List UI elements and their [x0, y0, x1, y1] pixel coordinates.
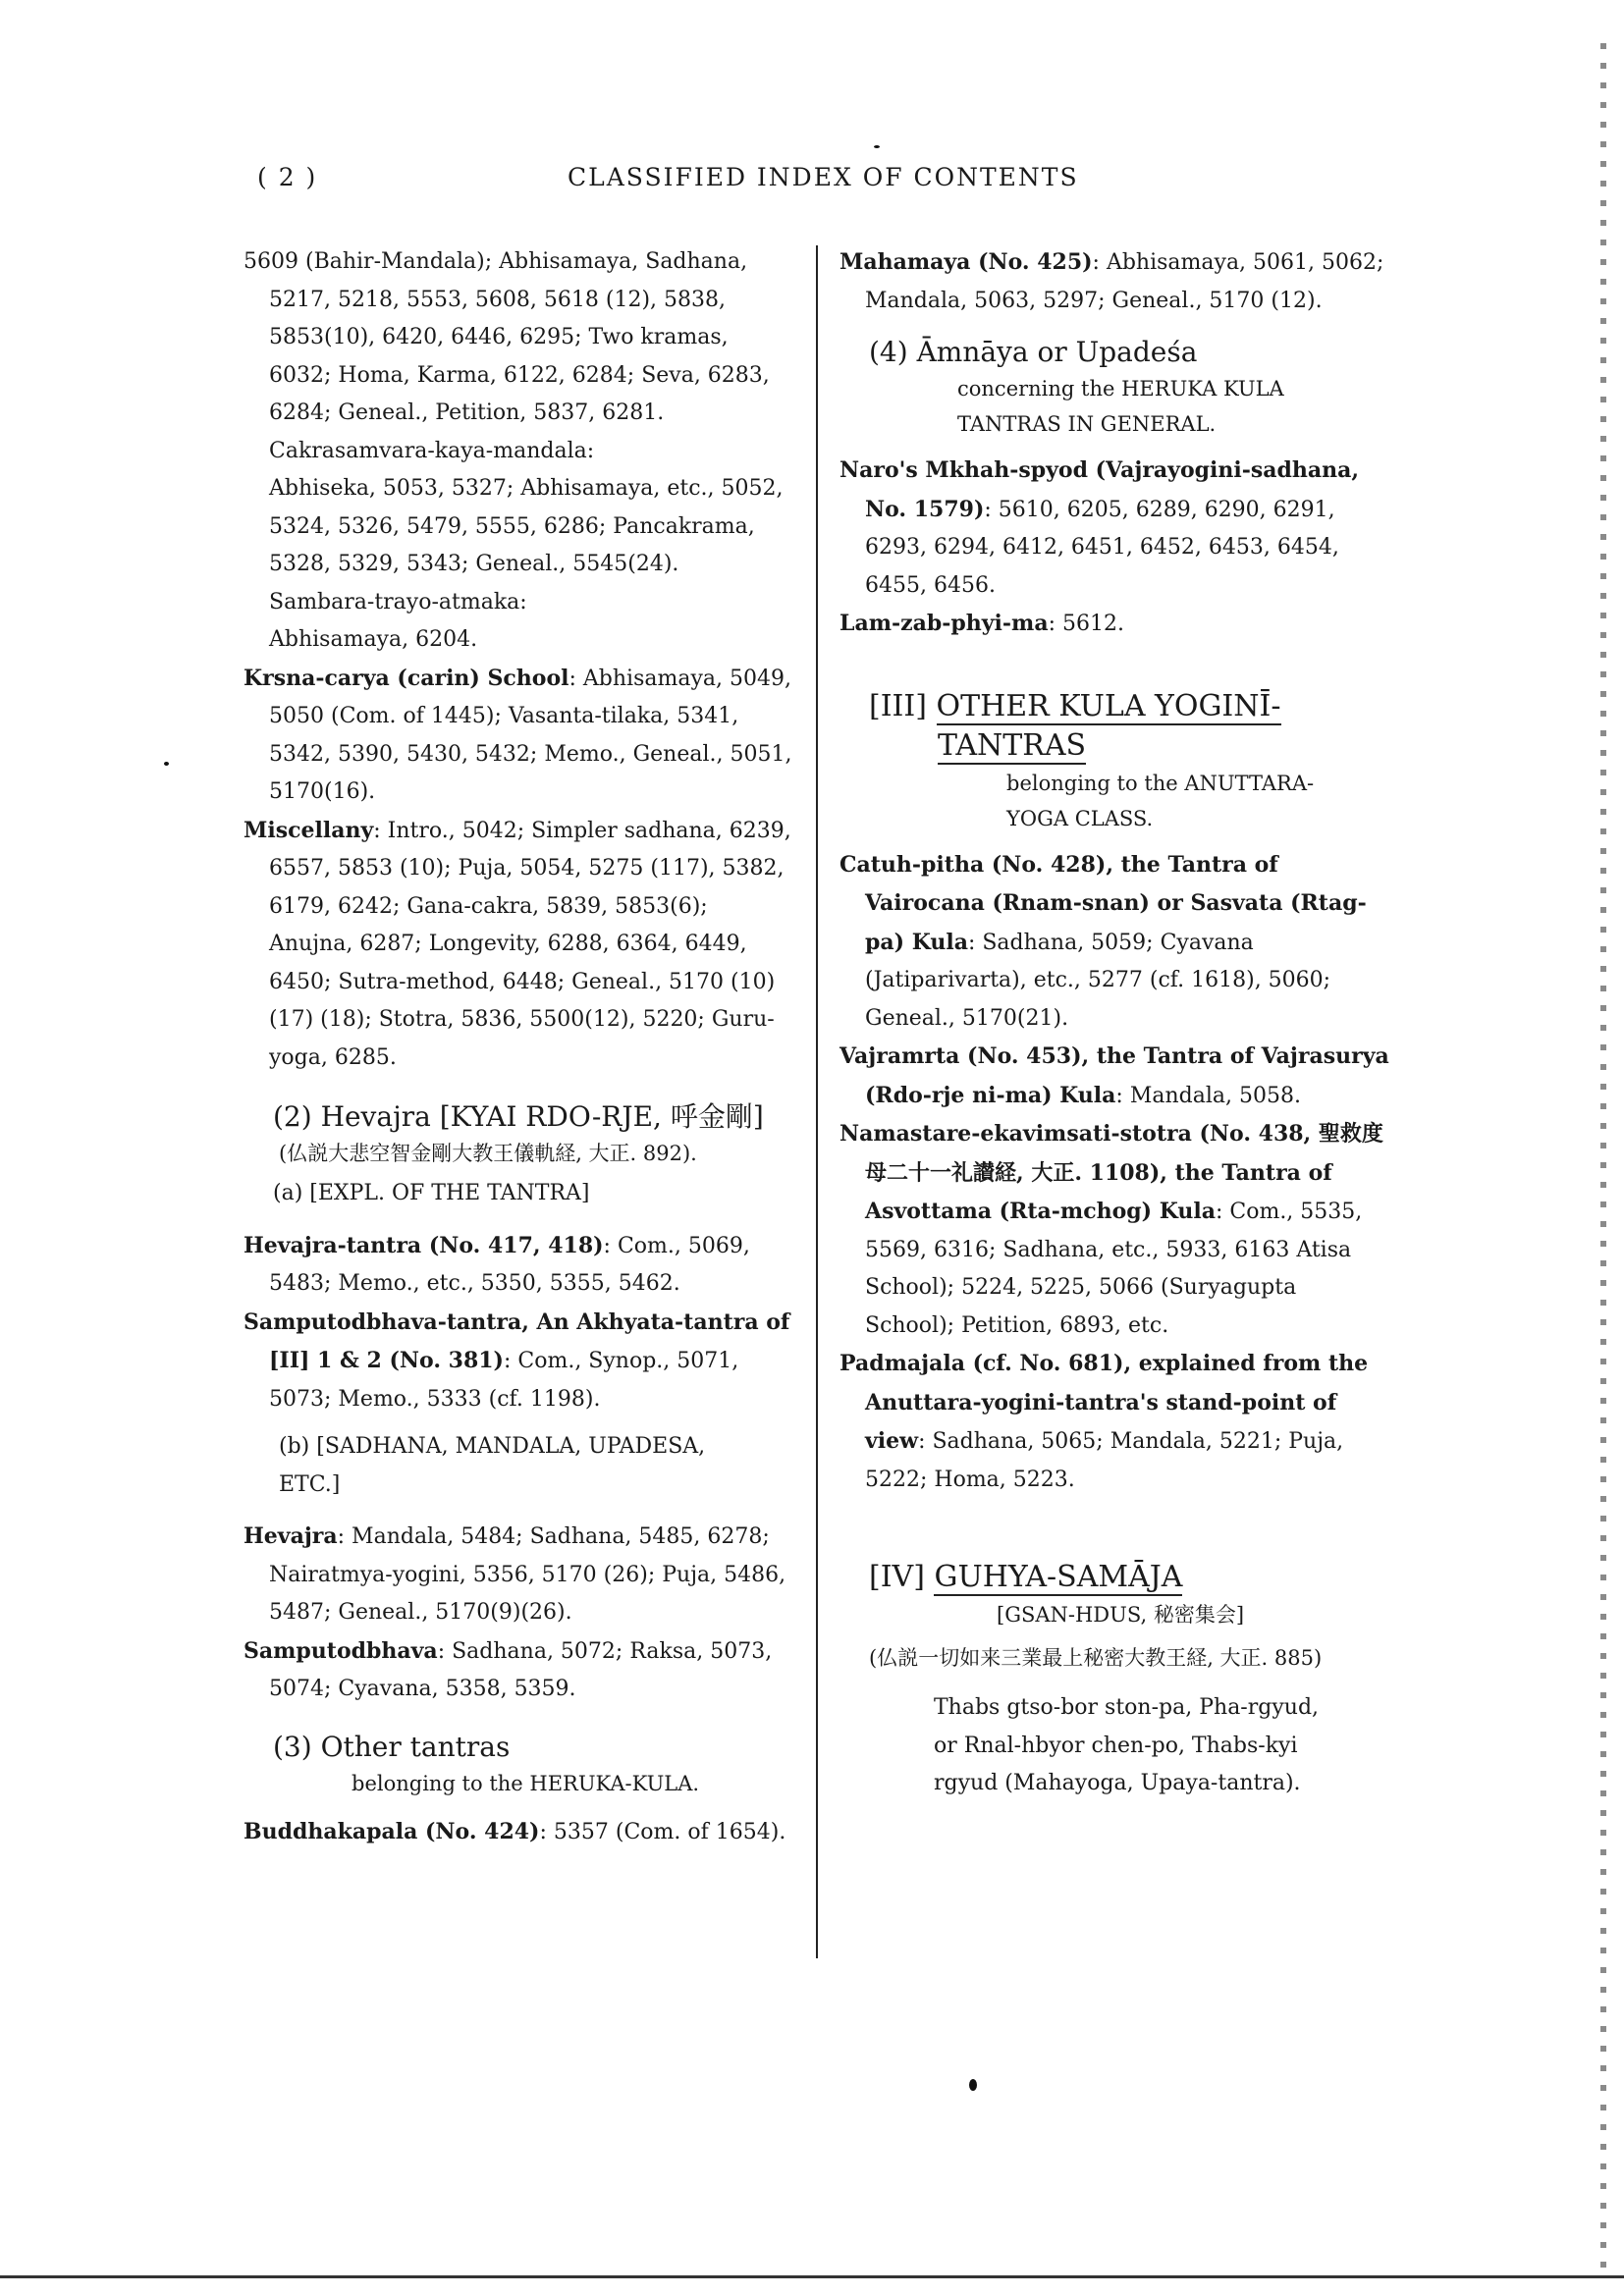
entry-text: Abhisamaya, 6204.	[269, 627, 478, 652]
section-title-other-tantras: (3) Other tantras	[273, 1730, 511, 1763]
left-column	[244, 243, 793, 1851]
section-note: YOGA CLASS.	[1006, 806, 1154, 830]
entry-continuation: 5609 (Bahir-Mandala); Abhisamaya, Sadhana, 5217, 5218, 5553, 5608, 5618 (12), 5838, 5853(10), 6420, 6446, 6295; Two kramas, 6032; Homa, Karma, 6122, 6284; Seva, 6283, 6284; Geneal., Petition, 5837, 6281.	[244, 249, 770, 425]
entry-krsna	[244, 660, 793, 812]
ink-speck	[874, 145, 880, 148]
entry-heading: Samputodbhava	[244, 1637, 438, 1664]
entry-subhead: Cakrasamvara-kaya-mandala:	[269, 438, 595, 463]
ink-speck	[969, 2079, 977, 2091]
entry-heading: Miscellany	[244, 817, 374, 843]
bottom-edge-line	[0, 2275, 1624, 2278]
entry-heading: Samputodbhava-tantra, An Akhyata-tantra of [II] 1 & 2 (No. 381)	[244, 1308, 790, 1373]
entry-heading: Namastare-ekavimsati-stotra (No. 438, 聖救度母二十一礼讃経, 大正. 1108), the Tantra of Asvottama (Rta-mchog) Kula	[839, 1121, 1383, 1224]
entry-body: : Sadhana, 5072; Raksa, 5073, 5074; Cyavana, 5358, 5359.	[269, 1638, 773, 1701]
section-heading-iii-cont	[938, 726, 1389, 766]
column-divider	[816, 245, 818, 1958]
section-heading-iii	[869, 687, 1389, 726]
section-note: TANTRAS IN GENERAL.	[957, 412, 1217, 436]
entry-mahamaya	[839, 243, 1389, 320]
entry-lam-zab	[839, 605, 1389, 644]
page-number: ( 2 )	[257, 163, 318, 191]
description-line: Thabs gtso-bor ston-pa, Pha-rgyud,	[934, 1695, 1320, 1720]
section-title: OTHER KULA YOGINĪ-	[936, 688, 1281, 723]
entry-buddhakapala	[244, 1813, 793, 1852]
section-cjk-note: (仏説大悲空智金剛大教王儀軌経, 大正. 892).	[279, 1142, 697, 1165]
entry-samputodbhava-tantra	[244, 1304, 793, 1419]
section-title-amnaya: (4) Āmnāya or Upadeśa	[869, 336, 1198, 368]
subsection-a: (a) [EXPL. OF THE TANTRA]	[273, 1181, 590, 1205]
section-note: belonging to the HERUKA-KULA.	[352, 1771, 700, 1795]
entry-namastare	[839, 1115, 1389, 1345]
entry-body: : Com., 5535, 5569, 6316; Sadhana, etc., 5933, 6163 Atisa School); 5224, 5225, 5066 (Suryagupta School); Petition, 6893, etc.	[865, 1200, 1363, 1338]
running-title: CLASSIFIED INDEX OF CONTENTS	[568, 163, 1079, 191]
entry-heading: Naro's Mkhah-spyod (Vajrayogini-sadhana, No. 1579)	[839, 457, 1360, 522]
entry-heading: Padmajala (cf. No. 681), explained from the Anuttara-yogini-tantra's stand-point of view	[839, 1351, 1369, 1454]
entry-heading: Catuh-pitha (No. 428), the Tantra of Vairocana (Rnam-snan) or Sasvata (Rtag-pa) Kula	[839, 851, 1367, 955]
section-tibetan-note: [GSAN-HDUS, 秘密集会]	[997, 1603, 1245, 1627]
entry-heading: Mahamaya (No. 425)	[839, 249, 1093, 275]
entry-body: : Sadhana, 5065; Mandala, 5221; Puja, 5222; Homa, 5223.	[865, 1429, 1344, 1492]
section-note: concerning the HERUKA KULA	[957, 377, 1284, 400]
page-edge-shadow	[1600, 29, 1606, 2277]
entry-naro	[839, 452, 1389, 605]
entry-heading: Hevajra	[244, 1523, 338, 1549]
entry-hevajra-tantra	[244, 1227, 793, 1304]
section-note: belonging to the ANUTTARA-	[1006, 771, 1315, 795]
section-title-hevajra: (2) Hevajra [KYAI RDO-RJE, 呼金剛]	[273, 1100, 764, 1133]
description-line: or Rnal-hbyor chen-po, Thabs-kyi	[934, 1733, 1298, 1758]
entry-heading: Krsna-carya (carin) School	[244, 665, 569, 691]
entry-hevajra	[244, 1518, 793, 1632]
entry-heading: Buddhakapala (No. 424)	[244, 1818, 540, 1844]
entry-padmajala	[839, 1345, 1389, 1499]
right-column	[839, 243, 1389, 1803]
section-title: TANTRAS	[938, 727, 1087, 763]
section-number: [III]	[869, 688, 927, 723]
entry-body: : Sadhana, 5059; Cyavana (Jatiparivarta), etc., 5277 (cf. 1618), 5060; Geneal., 5170(21).	[865, 930, 1331, 1031]
section-cjk-note: (仏説一切如来三業最上秘密大教王経, 大正. 885)	[869, 1646, 1323, 1670]
entry-vajramrta	[839, 1038, 1389, 1115]
entry-body: : Com., Synop., 5071, 5073; Memo., 5333 (cf. 1198).	[269, 1349, 739, 1412]
entry-heading: Hevajra-tantra (No. 417, 418)	[244, 1232, 604, 1258]
entry-heading: Lam-zab-phyi-ma	[839, 611, 1049, 636]
section-title: GUHYA-SAMĀJA	[934, 1560, 1183, 1594]
entry-miscellany	[244, 812, 793, 1078]
entry-body: : Intro., 5042; Simpler sadhana, 6239, 6557, 5853 (10); Puja, 5054, 5275 (117), 5382, 6179, 6242; Gana-cakra, 5839, 5853(6); Anujna, 6287; Longevity, 6288, 6364, 6449, 6450; Sutra-method, 6448; Geneal., 5170 (10) (17) (18); Stotra, 5836, 5500(12), 5220; Guru-yoga, 6285.	[269, 818, 791, 1070]
entry-body: : Mandala, 5484; Sadhana, 5485, 6278; Nairatmya-yogini, 5356, 5170 (26); Puja, 5486, 5487; Geneal., 5170(9)(26).	[269, 1524, 786, 1625]
entry-body: : 5612.	[1048, 612, 1124, 636]
ink-speck	[164, 762, 169, 766]
entry-body: : 5357 (Com. of 1654).	[539, 1819, 786, 1844]
entry-body: : 5610, 6205, 6289, 6290, 6291, 6293, 6294, 6412, 6451, 6452, 6453, 6454, 6455, 6456.	[865, 497, 1339, 598]
entry-subhead: Sambara-trayo-atmaka:	[269, 589, 527, 614]
entry-body: : Abhisamaya, 5049, 5050 (Com. of 1445); Vasanta-tilaka, 5341, 5342, 5390, 5430, 5432; Memo., Geneal., 5051, 5170(16).	[269, 666, 792, 804]
entry-body: : Com., 5069, 5483; Memo., etc., 5350, 5355, 5462.	[269, 1233, 750, 1296]
entry-catuh-pitha	[839, 846, 1389, 1039]
subsection-b: (b) [SADHANA, MANDALA, UPADESA, ETC.]	[279, 1434, 706, 1497]
section-heading-iv	[869, 1558, 1389, 1597]
entry-heading: Vajramrta (No. 453), the Tantra of Vajrasurya (Rdo-rje ni-ma) Kula	[839, 1043, 1389, 1108]
entry-text: Abhiseka, 5053, 5327; Abhisamaya, etc., 5052, 5324, 5326, 5479, 5555, 6286; Pancakrama, 5328, 5329, 5343; Geneal., 5545(24).	[269, 476, 784, 576]
entry-samputodbhava	[244, 1632, 793, 1709]
description-line: rgyud (Mahayoga, Upaya-tantra).	[934, 1771, 1301, 1795]
entry-body: : Mandala, 5058.	[1115, 1083, 1301, 1108]
section-number: [IV]	[869, 1560, 925, 1594]
entry-body: : Abhisamaya, 5061, 5062; Mandala, 5063, 5297; Geneal., 5170 (12).	[865, 250, 1384, 313]
section-description	[934, 1689, 1389, 1803]
